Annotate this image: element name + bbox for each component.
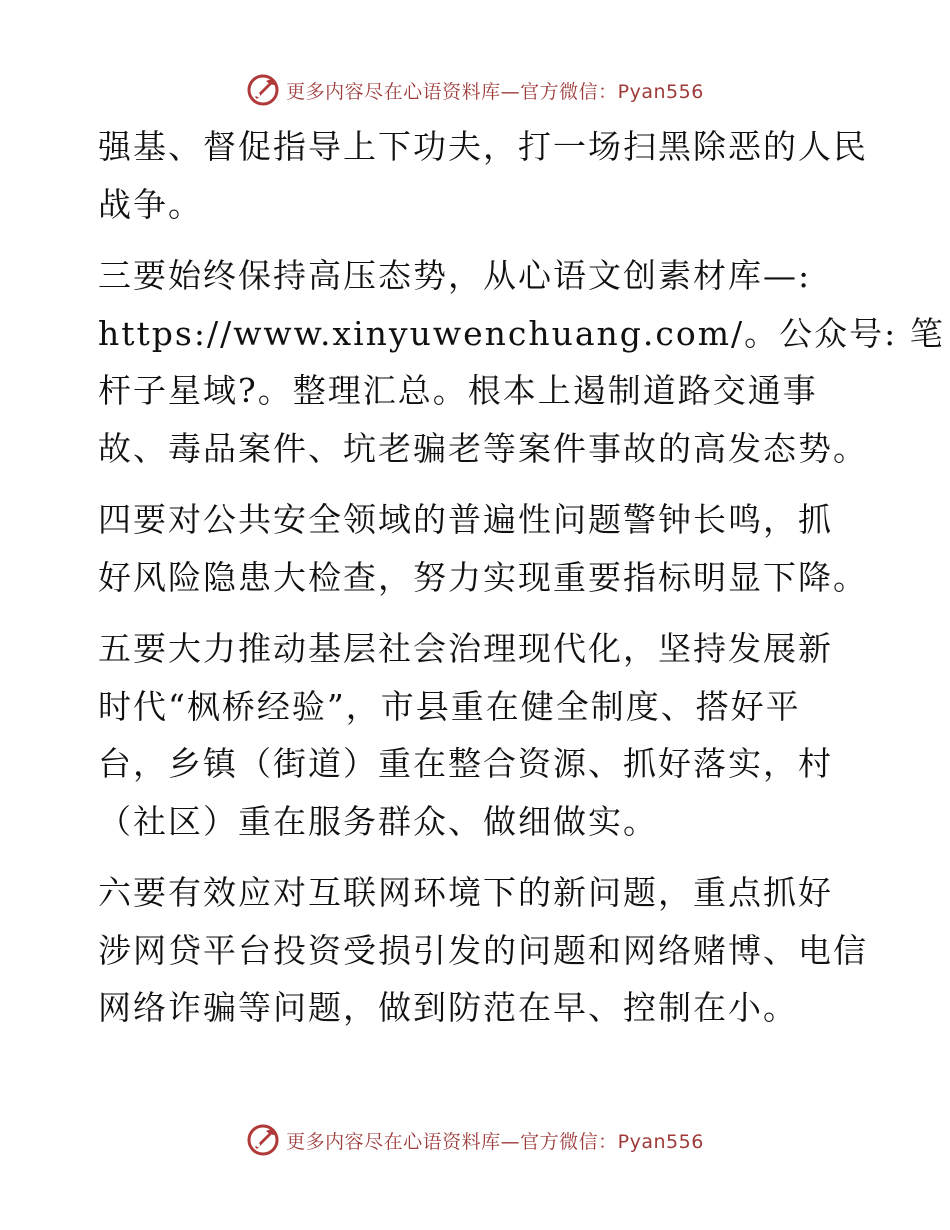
paragraph-line: 台，乡镇（街道）重在整合资源、抓好落实，村 <box>98 744 833 783</box>
paragraph-5 <box>98 864 868 1037</box>
paragraph-line-url: https://www.xinyuwenchuang.com/。公众号: 笔 <box>98 313 945 353</box>
paragraph-4 <box>98 620 858 850</box>
paragraph-3 <box>98 491 868 606</box>
paragraph-line: 故、毒品案件、坑老骗老等案件事故的高发态势。 <box>98 428 868 468</box>
paragraph-1 <box>98 118 868 233</box>
paragraph-line: 六要有效应对互联网环境下的新问题，重点抓好 <box>98 873 833 912</box>
footer-banner-wechat: 官方微信：Pyan556 <box>520 1130 704 1153</box>
quill-seal-logo-icon <box>246 73 280 107</box>
paragraph-2 <box>98 247 945 477</box>
header-banner-wechat: 官方微信：Pyan556 <box>520 80 704 103</box>
footer-banner-dash: — <box>500 1130 521 1153</box>
footer-banner <box>0 1120 950 1160</box>
paragraph-line: 时代“枫桥经验”，市县重在健全制度、搭好平 <box>98 686 801 726</box>
paragraph-line: 好风险隐患大检查，努力实现重要指标明显下降。 <box>98 557 868 597</box>
paragraph-line: 杆子星域?。整理汇总。根本上遏制道路交通事 <box>98 371 818 410</box>
footer-banner-text <box>286 1127 704 1154</box>
paragraph-line: 三要始终保持高压态势，从心语文创素材库—: <box>98 256 812 295</box>
header-banner-dash: — <box>500 80 521 103</box>
paragraph-line: （社区）重在服务群众、做细做实。 <box>98 801 658 841</box>
footer-banner-title: 更多内容尽在心语资料库 <box>286 1130 501 1153</box>
header-banner-title: 更多内容尽在心语资料库 <box>286 80 501 103</box>
paragraph-line: 四要对公共安全领域的普遍性问题警钟长鸣，抓 <box>98 500 833 539</box>
paragraph-line: 战争。 <box>98 184 203 224</box>
header-banner-text <box>286 77 704 104</box>
paragraph-line: 涉网贷平台投资受损引发的问题和网络赌博、电信 <box>98 930 868 970</box>
paragraph-line: 五要大力推动基层社会治理现代化，坚持发展新 <box>98 629 833 668</box>
paragraph-line: 网络诈骗等问题，做到防范在早、控制在小。 <box>98 988 798 1027</box>
header-banner <box>0 70 950 110</box>
document-body <box>98 118 945 1051</box>
paragraph-line: 强基、督促指导上下功夫，打一场扫黑除恶的人民 <box>98 127 868 166</box>
quill-seal-logo-icon <box>246 1123 280 1157</box>
